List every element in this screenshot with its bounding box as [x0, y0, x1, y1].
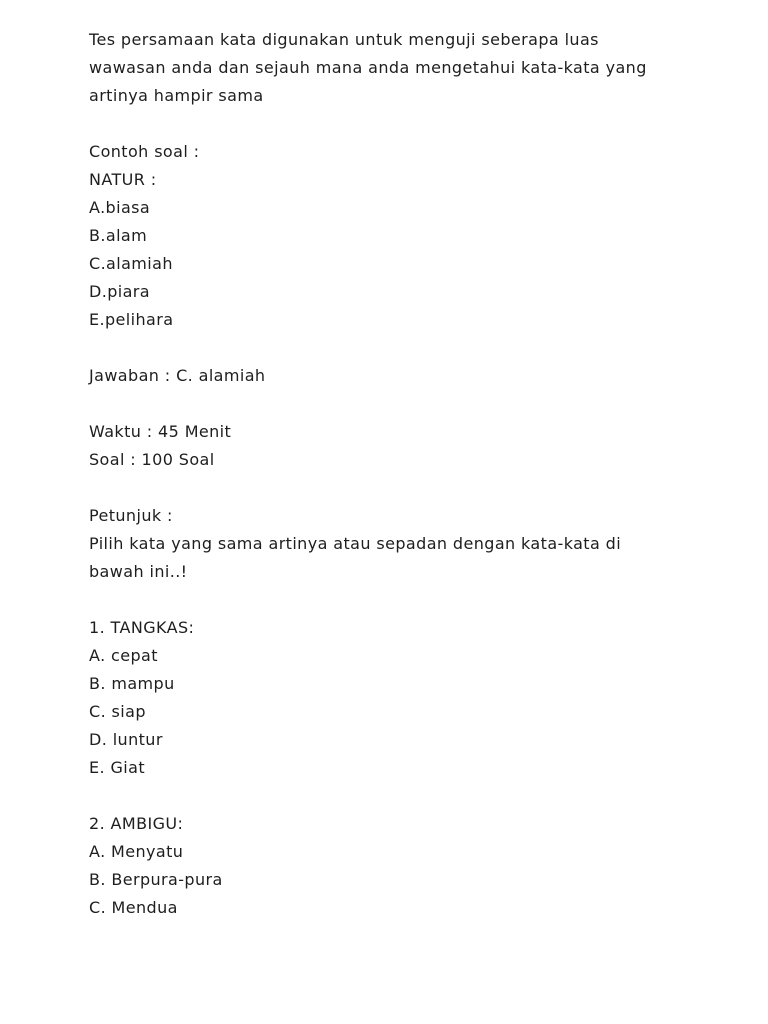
question-option: B. mampu: [89, 674, 175, 693]
question-option: D. luntur: [89, 730, 163, 749]
example-option: D.piara: [89, 282, 150, 301]
instructions-heading: Petunjuk :: [89, 506, 173, 525]
question-option: C. Mendua: [89, 898, 178, 917]
blank-line: [89, 334, 709, 362]
example-heading: Contoh soal :: [89, 142, 200, 161]
question-title: 2. AMBIGU:: [89, 814, 184, 833]
question-count-info: Soal : 100 Soal: [89, 450, 215, 469]
example-answer: Jawaban : C. alamiah: [89, 366, 266, 385]
blank-line: [89, 390, 709, 418]
question-option: A. Menyatu: [89, 842, 184, 861]
blank-line: [89, 110, 709, 138]
example-option: B.alam: [89, 226, 148, 245]
blank-line: [89, 586, 709, 614]
question-option: B. Berpura-pura: [89, 870, 223, 889]
intro-line: wawasan anda dan sejauh mana anda mengetahui kata-kata yang: [89, 58, 647, 77]
example-option: C.alamiah: [89, 254, 173, 273]
document-page: [89, 26, 709, 922]
question-option: C. siap: [89, 702, 146, 721]
intro-line: Tes persamaan kata digunakan untuk menguji seberapa luas: [89, 30, 599, 49]
blank-line: [89, 474, 709, 502]
example-word: NATUR :: [89, 170, 157, 189]
question-title: 1. TANGKAS:: [89, 618, 195, 637]
blank-line: [89, 782, 709, 810]
instructions-line: bawah ini..!: [89, 562, 188, 581]
question-option: E. Giat: [89, 758, 146, 777]
question-option: A. cepat: [89, 646, 158, 665]
example-option: A.biasa: [89, 198, 151, 217]
time-info: Waktu : 45 Menit: [89, 422, 232, 441]
example-option: E.pelihara: [89, 310, 174, 329]
intro-line: artinya hampir sama: [89, 86, 264, 105]
instructions-line: Pilih kata yang sama artinya atau sepadan dengan kata-kata di: [89, 534, 622, 553]
